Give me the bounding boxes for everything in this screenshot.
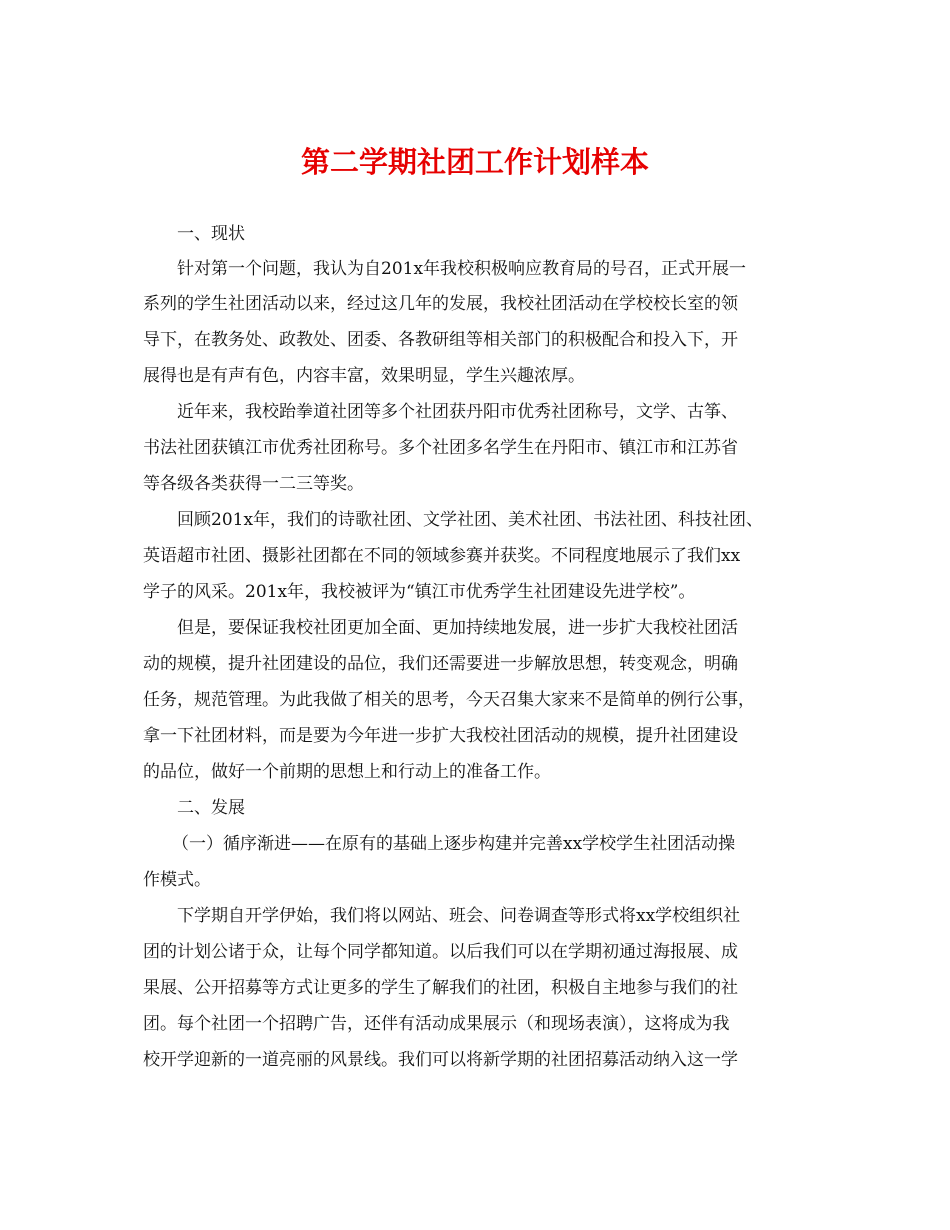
paragraph-line: 针对第一个问题，我认为自201x年我校积极响应教育局的号召，正式开展一 (177, 259, 747, 279)
paragraph-line: 学子的风采。201x年，我校被评为“镇江市优秀学生社团建设先进学校”。 (143, 582, 696, 602)
paragraph-line: 系列的学生社团活动以来，经过这几年的发展，我校社团活动在学校校长室的领 (143, 294, 738, 314)
document-title: 第二学期社团工作计划样本 (300, 145, 649, 179)
paragraph-line: 书法社团获镇江市优秀社团称号。多个社团多名学生在丹阳市、镇江市和江苏省 (143, 438, 738, 458)
paragraph-line: 等各级各类获得一二三等奖。 (143, 474, 364, 494)
paragraph-line: 回顾201x年，我们的诗歌社团、文学社团、美术社团、书法社团、科技社团、 (177, 510, 764, 530)
paragraph-line: 但是，要保证我校社团更加全面、更加持续地发展，进一步扩大我校社团活 (177, 618, 738, 638)
paragraph-line: 团的计划公诸于众，让每个同学都知道。以后我们可以在学期初通过海报展、成 (143, 942, 738, 962)
section-heading-status: 一、现状 (177, 224, 245, 244)
section-heading-development: 二、发展 (177, 798, 245, 818)
paragraph-line: 近年来，我校跆拳道社团等多个社团获丹阳市优秀社团称号，文学、古筝、 (177, 402, 738, 422)
paragraph-line: 拿一下社团材料，而是要为今年进一步扩大我校社团活动的规模，提升社团建设 (143, 726, 738, 746)
paragraph-line: 果展、公开招募等方式让更多的学生了解我们的社团，积极自主地参与我们的社 (143, 978, 738, 998)
paragraph-line: 英语超市社团、摄影社团都在不同的领域参赛并获奖。不同程度地展示了我们xx (143, 546, 741, 566)
paragraph-line: 校开学迎新的一道亮丽的风景线。我们可以将新学期的社团招募活动纳入这一学 (143, 1050, 738, 1070)
paragraph-line: 下学期自开学伊始，我们将以网站、班会、问卷调查等形式将xx学校组织社 (177, 906, 741, 926)
paragraph-line: 动的规模，提升社团建设的品位，我们还需要进一步解放思想，转变观念，明确 (143, 654, 738, 674)
paragraph-line: 任务，规范管理。为此我做了相关的思考，今天召集大家来不是简单的例行公事， (143, 690, 755, 710)
subsection-heading: （一）循序渐进——在原有的基础上逐步构建并完善xx学校学生社团活动操 (172, 834, 736, 854)
paragraph-line: 团。每个社团一个招聘广告，还伴有活动成果展示（和现场表演），这将成为我 (143, 1014, 730, 1034)
paragraph-line: 导下，在教务处、政教处、团委、各教研组等相关部门的积极配合和投入下，开 (143, 330, 738, 350)
subsection-heading-continued: 作模式。 (143, 870, 211, 890)
paragraph-line: 的品位，做好一个前期的思想上和行动上的准备工作。 (143, 762, 551, 782)
paragraph-line: 展得也是有声有色，内容丰富，效果明显，学生兴趣浓厚。 (143, 366, 585, 386)
